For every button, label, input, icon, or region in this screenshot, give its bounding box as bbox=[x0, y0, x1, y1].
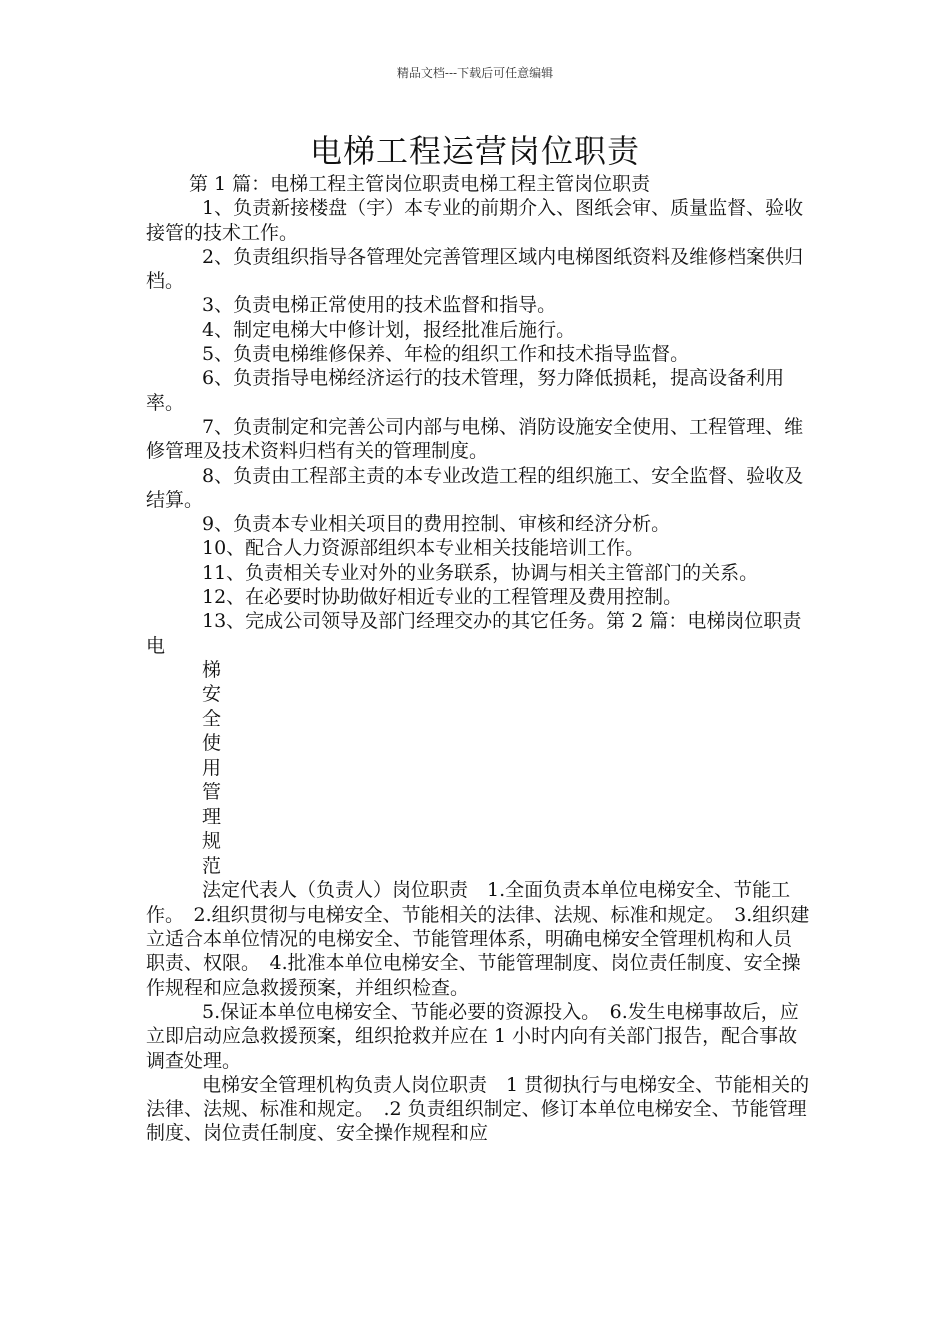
list-item: 12、在必要时协助做好相近专业的工程管理及费用控制。 bbox=[202, 586, 683, 609]
vertical-char: 规 bbox=[202, 830, 222, 853]
section-intro: 第 1 篇：电梯工程主管岗位职责电梯工程主管岗位职责 bbox=[189, 173, 651, 195]
paragraph-manager: 电梯安全管理机构负责人岗位职责 1 贯彻执行与电梯安全、节能相关的法律、法规、标准和规定。 .2 负责组织制定、修订本单位电梯安全、节能管理制度、岗位责任制度、安全操作规程和应 bbox=[146, 1073, 810, 1145]
vertical-char: 范 bbox=[202, 854, 222, 877]
list-item: 2、负责组织指导各管理处完善管理区域内电梯图纸资料及维修档案供归档。 bbox=[146, 245, 804, 293]
vertical-char: 使 bbox=[202, 732, 222, 755]
vertical-char: 管 bbox=[202, 781, 222, 804]
list-item: 6、负责指导电梯经济运行的技术管理，努力降低损耗，提高设备利用率。 bbox=[146, 367, 785, 414]
list-item: 3、负责电梯正常使用的技术监督和指导。 bbox=[202, 294, 557, 317]
vertical-char: 梯 bbox=[202, 658, 222, 681]
paragraph-legal-rep: 法定代表人（负责人）岗位职责 1.全面负责本单位电梯安全、节能工作。 2.组织贯彻与电梯安全、节能相关的法律、法规、标准和规定。 3.组织建立适合本单位情况的电梯安全、节能管理体系，明确电梯安全管理机构和人员职责、权限。 4.批准本单位电梯安全、节能管理制度、岗位责任制度、安全操作规程和应急救援预案，并组织检查。 bbox=[146, 879, 810, 999]
document-title: 电梯工程运营岗位职责 bbox=[309, 132, 640, 170]
list-item: 7、负责制定和完善公司内部与电梯、消防设施安全使用、工程管理、维修管理及技术资料归档有关的管理制度。 bbox=[146, 415, 804, 463]
list-item: 1、负责新接楼盘（宇）本专业的前期介入、图纸会审、质量监督、验收接管的技术工作。 bbox=[146, 197, 804, 244]
vertical-char: 安 bbox=[202, 683, 222, 706]
list-item: 4、制定电梯大中修计划，报经批准后施行。 bbox=[202, 318, 576, 341]
document-body bbox=[146, 172, 810, 1146]
list-item: 5、负责电梯维修保养、年检的组织工作和技术指导监督。 bbox=[202, 343, 690, 366]
vertical-text bbox=[146, 658, 810, 879]
vertical-char: 用 bbox=[202, 756, 222, 779]
paragraph-resources: 5.保证本单位电梯安全、节能必要的资源投入。 6.发生电梯事故后，应立即启动应急救援预案，组织抢救并应在 1 小时内向有关部门报告，配合事故调查处理。 bbox=[146, 1000, 799, 1072]
header-note: 精品文档---下载后可任意编辑 bbox=[396, 66, 554, 80]
list-item: 8、负责由工程部主责的本专业改造工程的组织施工、安全监督、验收及结算。 bbox=[146, 464, 804, 511]
list-item: 11、负责相关专业对外的业务联系，协调与相关主管部门的关系。 bbox=[202, 561, 759, 584]
list-item: 9、负责本专业相关项目的费用控制、审核和经济分析。 bbox=[202, 513, 671, 536]
vertical-char: 全 bbox=[202, 707, 222, 730]
list-item: 13、完成公司领导及部门经理交办的其它任务。第 2 篇：电梯岗位职责电 bbox=[146, 610, 802, 657]
list-item: 10、配合人力资源部组织本专业相关技能培训工作。 bbox=[202, 537, 645, 560]
vertical-char: 理 bbox=[202, 805, 222, 828]
